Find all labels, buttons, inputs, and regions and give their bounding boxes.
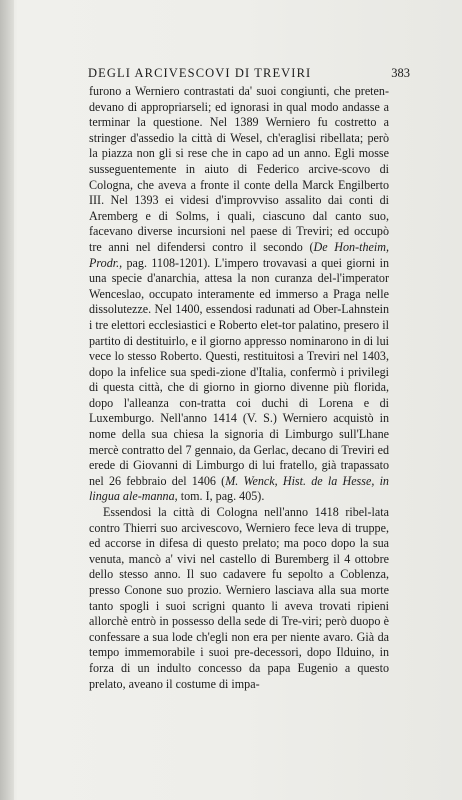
page-header xyxy=(88,66,410,81)
paragraph-text: furono a Werniero contrastati da' suoi congiunti, che preten-devano di appropriarseli; ed ignorasi in qual modo andasse a terminar la questione. Nel 1389 Werniero fu costretto a stringer d'assedio la città di Wesel, ch'eraglisi ribellata; però la piazza non gli si rese che in capo ad un anno. Egli mosse susseguentemente in aiuto di Federico arcive-scovo di Cologna, che aveva a fronte il conte della Marck Engilberto III. Nel 1393 ei videsi d'improvviso assalito dai conti di Aremberg e di Solms, i quali, ciascuno dal canto suo, facevano diverse incursioni nel paese di Treviri; ed occupò tre anni nel difendersi contro il secondo ( xyxy=(89,84,389,254)
citation-text: De Hon-theim, Prodr., xyxy=(89,239,389,270)
page-number: 383 xyxy=(391,66,410,80)
paragraph xyxy=(89,84,389,505)
paragraph-text: tom. I, pag. 405). xyxy=(177,489,265,504)
running-title: DEGLI ARCIVESCOVI DI TREVIRI xyxy=(88,66,312,80)
paragraph: Essendosi la città di Cologna nell'anno 1418 ribel-lata contro Thierri suo arcivescovo, Werniero fece leva di truppe, ed accorse in difesa di questo prelato; ma poco dopo la sua venuta, mancò a' vivi nel castello di Buremberg il 4 ottobre dello stesso anno. Il suo cadavere fu sepolto a Coblenza, presso Conone suo prozio. Werniero lasciava alla sua morte tanto spogli i suoi scrigni quanto li aveva trovati ripieni allorchè entrò in possesso della sede di Tre-viri; però duopo è confessare a sua lode ch'egli non era per niente avaro. Già da tempo immemorabile i suoi pre-decessori, dopo Ilduino, in forza di un indulto concesso da papa Eugenio a questo prelato, aveano il costume di impa- xyxy=(89,505,389,691)
paragraph-text: pag. 1108-1201). L'impero trovavasi a quei giorni in una specie d'anarchia, attesa la non curanza del-l'imperator Wenceslao, occupato interamente ed immerso a Praga nelle dissolutezze. Nel 1400, essendosi radunati ad Ober-Lahnstein i tre elettori ecclesiastici e Roberto elet-tor palatino, presero il partito di destituirlo, e il giorno appresso nominarono in di lui vece lo stesso Roberto. Questi, restituitosi a Treviri nel 1403, dopo la infelice sua spedi-zione d'Italia, confermò i privilegi di questa città, che di giorno in giorno divenne più florida, dopo l'alleanza con-tratta coi duchi di Lorena e di Luxemburgo. Nell'anno 1414 (V. S.) Werniero acquistò in nome della sua chiesa la signoria di Limburgo sull'Lhane mercè contratto del 7 gennaio, da Gerlac, decano di Treviri ed erede di Giovanni di Limburgo di lui fratello, già trapassato nel 26 febbraio del 1406 ( xyxy=(89,255,389,488)
page-gutter xyxy=(0,0,14,800)
citation-text: M. Wenck, Hist. de la Hesse, in lingua ale-manna, xyxy=(89,473,389,504)
body-text xyxy=(89,84,389,692)
